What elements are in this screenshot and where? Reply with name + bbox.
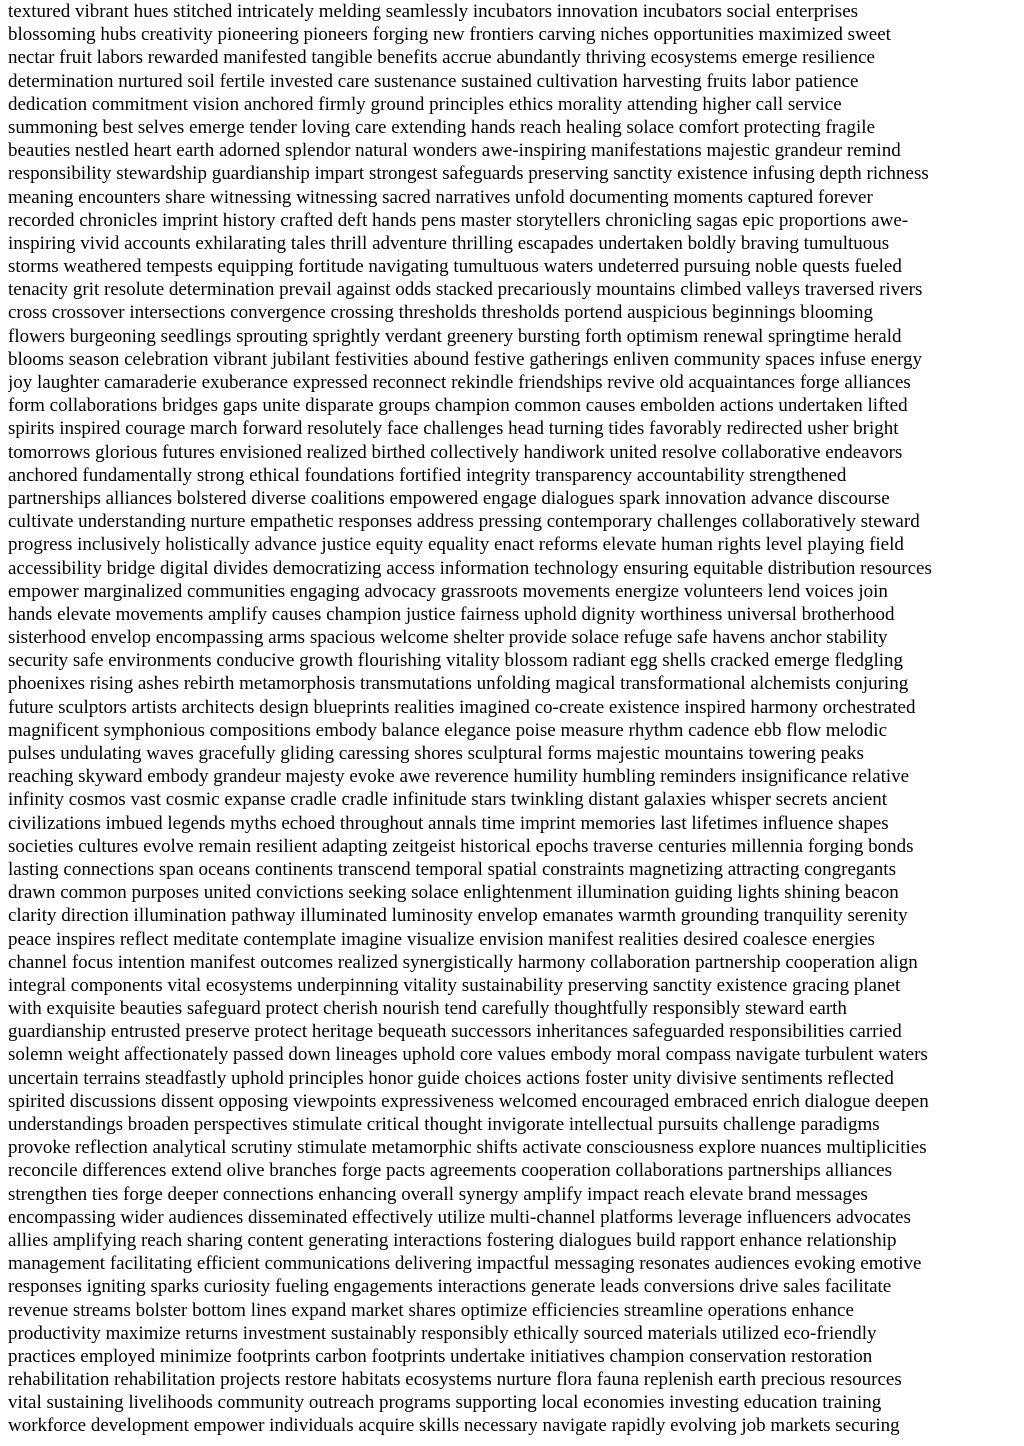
text-line: magnificent symphonious compositions embody balance elegance poise measure rhythm cadence ebb flow melodic [8, 719, 888, 741]
text-line: pulses undulating waves gracefully gliding caressing shores sculptural forms majestic mountains towering peaks [8, 743, 864, 764]
text-line: phoenixes rising ashes rebirth metamorphosis transmutations unfolding magical transformational alchemists conjuring [8, 673, 909, 695]
text-line: partnerships alliances bolstered diverse coalitions empowered engage dialogues spark innovation advance discourse [8, 487, 890, 509]
text-line: storms weathered tempests equipping fortitude navigating tumultuous waters undeterred pursuing noble quests fueled [8, 256, 902, 278]
text-line: tenacity grit resolute determination prevail against odds stacked precariously mountains climbed valleys traversed rivers [8, 279, 923, 301]
text-line: flowers burgeoning seedlings sprouting sprightly verdant greenery bursting forth optimism renewal springtime herald [8, 325, 902, 347]
text-line: guardianship entrusted preserve protect heritage bequeath successors inheritances safeguarded responsibilities carried [8, 1021, 902, 1043]
text-line: blossoming hubs creativity pioneering pioneers forging new frontiers carving niches opportunities maximized sweet [8, 24, 891, 46]
text-line: blooms season celebration vibrant jubilant festivities abound festive gatherings enliven community spaces infuse energy [8, 348, 923, 370]
text-line: uncertain terrains steadfastly uphold principles honor guide choices actions foster unity divisive sentiments reflected [8, 1067, 894, 1089]
text-line: nectar fruit labors rewarded manifested tangible benefits accrue abundantly thriving ecosystems emerge resilience [8, 47, 875, 69]
text-line: responses igniting sparks curiosity fueling engagements interactions generate leads conversions drive sales facilitate [8, 1276, 892, 1298]
text-line: empower marginalized communities engaging advocacy grassroots movements energize volunteers lend voices join [8, 580, 888, 602]
text-line: accessibility bridge digital divides democratizing access information technology ensuring equitable distribution resources [8, 557, 932, 579]
text-line: strengthen ties forge deeper connections enhancing overall synergy amplify impact reach elevate brand messages [8, 1183, 868, 1205]
text-line: spirits inspired courage march forward resolutely face challenges head turning tides favorably redirected usher bright [8, 418, 899, 440]
text-line: lasting connections span oceans continents transcend temporal spatial constraints magnetizing attracting congregants [8, 858, 896, 880]
text-line: summoning best selves emerge tender loving care extending hands reach healing solace comfort protecting fragile [8, 116, 876, 138]
text-line: future sculptors artists architects design blueprints realities imagined co-create existence inspired harmony orchestrated [8, 696, 916, 718]
text-line: provoke reflection analytical scrutiny stimulate metamorphic shifts activate consciousness explore nuances multiplicities [8, 1137, 927, 1159]
text-line: reconcile differences extend olive branches forge pacts agreements cooperation collaborations partnerships alliances [8, 1160, 893, 1182]
text-line: vital sustaining livelihoods community outreach programs supporting local economies investing education training [8, 1392, 882, 1414]
text-line: recorded chronicles imprint history crafted deft hands pens master storytellers chronicling sagas epic proportions awe- [8, 209, 909, 231]
text-line: form collaborations bridges gaps unite disparate groups champion common causes embolden actions undertaken lifted [8, 395, 908, 417]
text-line: textured vibrant hues stitched intricately melding seamlessly incubators innovation incubators social enterprises [8, 1, 859, 22]
text-line: responsibility stewardship guardianship impart strongest safeguards preserving sanctity existence infusing depth richness [8, 163, 929, 185]
text-line: anchored fundamentally strong ethical foundations fortified integrity transparency accountability strengthened [8, 464, 847, 486]
text-line: integral components vital ecosystems underpinning vitality sustainability preserving sanctity existence gracing planet [8, 974, 901, 996]
text-line: productivity maximize returns investment sustainably responsibly ethically sourced materials utilized eco-friendly [8, 1322, 877, 1344]
text-line: civilizations imbued legends myths echoed throughout annals time imprint memories last lifetimes influence shapes [8, 812, 889, 834]
text-line: workforce development empower individuals acquire skills necessary navigate rapidly evolving job markets securing [8, 1415, 900, 1437]
text-line: cross crossover intersections convergence crossing thresholds thresholds portend auspicious beginnings blooming [8, 302, 874, 324]
text-line: determination nurtured soil fertile invested care sustenance sustained cultivation harvesting fruits labor patience [8, 70, 859, 92]
text-line: revenue streams bolster bottom lines expand market shares optimize efficiencies streamline operations enhance [8, 1299, 854, 1321]
text-line: rehabilitation rehabilitation projects restore habitats ecosystems nurture flora fauna replenish earth precious resources [8, 1369, 902, 1391]
text-line: drawn common purposes united convictions seeking solace enlightenment illumination guiding lights shining beacon [8, 882, 899, 904]
text-line: cultivate understanding nurture empathetic responses address pressing contemporary challenges collaboratively steward [8, 511, 920, 533]
text-line: channel focus intention manifest outcomes realized synergistically harmony collaboration partnership cooperation align [8, 951, 918, 973]
text-line: tomorrows glorious futures envisioned realized birthed collectively handiwork united resolve collaborative endeavors [8, 441, 903, 463]
text-line: solemn weight affectionately passed down lineages uphold core values embody moral compass navigate turbulent waters [8, 1044, 928, 1066]
text-line: encompassing wider audiences disseminated effectively utilize multi-channel platforms leverage influencers advocates [8, 1206, 911, 1228]
text-line: spirited discussions dissent opposing viewpoints expressiveness welcomed encouraged embraced enrich dialogue deepen [8, 1090, 929, 1112]
text-line: clarity direction illumination pathway illuminated luminosity envelop emanates warmth grounding tranquility serenity [8, 905, 908, 927]
text-line: sisterhood envelop encompassing arms spacious welcome shelter provide solace refuge safe havens anchor stability [8, 627, 888, 649]
text-line: practices employed minimize footprints carbon footprints undertake initiatives champion conservation restoration [8, 1345, 873, 1367]
text-line: with exquisite beauties safeguard protect cherish nourish tend carefully thoughtfully responsibly steward earth [8, 998, 847, 1020]
text-line: infinity cosmos vast cosmic expanse cradle cradle infinitude stars twinkling distant galaxies whisper secrets ancient [8, 789, 888, 811]
text-line: understandings broaden perspectives stimulate critical thought invigorate intellectual pursuits challenge paradigms [8, 1114, 880, 1135]
text-line: meaning encounters share witnessing witnessing sacred narratives unfold documenting moments captured forever [8, 186, 873, 208]
text-line: peace inspires reflect meditate contemplate imagine visualize envision manifest realities desired coalesce energies [8, 928, 875, 950]
text-line: management facilitating efficient communications delivering impactful messaging resonates audiences evoking emotive [8, 1253, 922, 1275]
text-line: hands elevate movements amplify causes champion justice fairness uphold dignity worthiness universal brotherhood [8, 603, 895, 625]
text-line: allies amplifying reach sharing content generating interactions fostering dialogues build rapport enhance relationship [8, 1229, 897, 1251]
text-line: dedication commitment vision anchored firmly ground principles ethics morality attending higher call service [8, 93, 842, 115]
text-line: beauties nestled heart earth adorned splendor natural wonders awe-inspiring manifestations majestic grandeur remind [8, 140, 901, 162]
text-line: societies cultures evolve remain resilient adapting zeitgeist historical epochs traverse centuries millennia forging bonds [8, 835, 914, 857]
text-line: progress inclusively holistically advance justice equity equality enact reforms elevate human rights level playing field [8, 534, 904, 556]
text-line: security safe environments conducive growth flourishing vitality blossom radiant egg shells cracked emerge fledgling [8, 650, 904, 672]
text-line: joy laughter camaraderie exuberance expressed reconnect rekindle friendships revive old acquaintances forge alliances [8, 372, 911, 393]
text-line: reaching skyward embody grandeur majesty evoke awe reverence humility humbling reminders insignificance relative [8, 766, 910, 788]
text-line: inspiring vivid accounts exhilarating tales thrill adventure thrilling escapades undertaken boldly braving tumultuous [8, 232, 890, 254]
